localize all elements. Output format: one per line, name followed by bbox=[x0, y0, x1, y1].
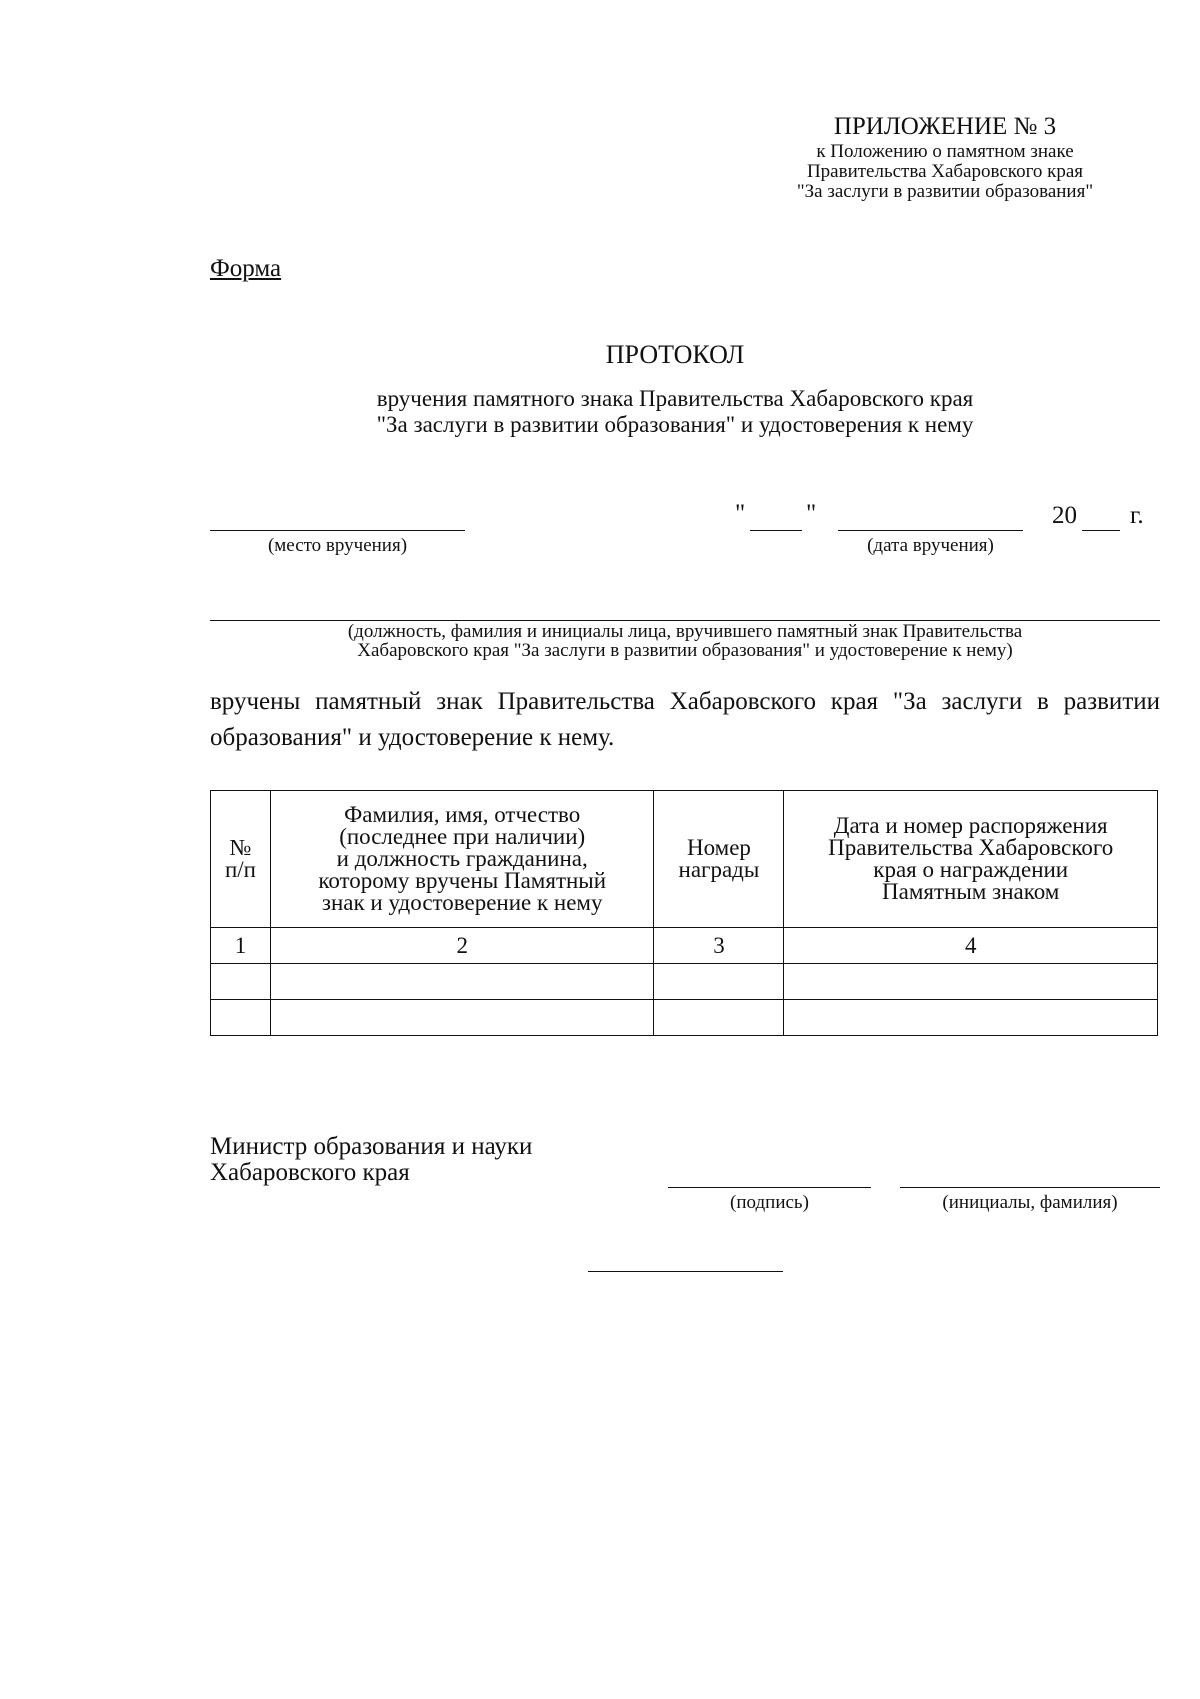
year-suffix: г. bbox=[1130, 502, 1144, 529]
awards-table bbox=[210, 790, 1158, 1036]
table-cell bbox=[784, 1000, 1158, 1036]
presenter-caption-line-2: Хабаровского края "За заслуги в развитии образования" и удостоверение к нему) bbox=[357, 640, 1013, 661]
appendix-header bbox=[740, 112, 1150, 202]
table-cell bbox=[211, 1000, 271, 1036]
place-blank-line bbox=[210, 530, 465, 531]
appendix-line-3: "За заслуги в развитии образования" bbox=[796, 181, 1094, 202]
year-prefix: 20 bbox=[1052, 502, 1077, 529]
signature-caption: (подпись) bbox=[730, 1192, 809, 1213]
column-number-1: 1 bbox=[211, 928, 271, 964]
header-cell-name: Фамилия, имя, отчество (последнее при наличии) и должность гражданина, которому вручены Памятный знак и удостоверение к нему bbox=[270, 791, 654, 928]
subtitle-line-2: "За заслуги в развитии образования" и удостоверения к нему bbox=[376, 412, 974, 437]
column-number-4: 4 bbox=[784, 928, 1158, 964]
awarded-paragraph: вручены памятный знак Правительства Хабаровского края "За заслуги в развитии образования" и удостоверение к нему. bbox=[210, 688, 1160, 751]
name-caption: (инициалы, фамилия) bbox=[942, 1192, 1118, 1213]
date-caption: (дата вручения) bbox=[867, 535, 994, 556]
year-blank-line bbox=[1082, 530, 1120, 531]
header-cell-award-number: Номер награды bbox=[654, 791, 784, 928]
table-cell bbox=[211, 964, 271, 1000]
signatory-line-2: Хабаровского края bbox=[210, 1159, 410, 1186]
name-blank-line bbox=[900, 1187, 1160, 1188]
table-number-row bbox=[211, 928, 1158, 964]
document-title: ПРОТОКОЛ bbox=[605, 340, 745, 369]
column-number-3: 3 bbox=[654, 928, 784, 964]
table-cell bbox=[654, 1000, 784, 1036]
presenter-caption-line-1: (должность, фамилия и инициалы лица, вручившего памятный знак Правительства bbox=[347, 621, 1023, 642]
header-cell-number: № п/п bbox=[211, 791, 271, 928]
table-cell bbox=[270, 964, 654, 1000]
day-blank-line bbox=[750, 530, 802, 531]
title-block bbox=[280, 340, 1070, 438]
signature-blank-line bbox=[668, 1187, 871, 1188]
table-cell bbox=[654, 964, 784, 1000]
place-caption: (место вручения) bbox=[267, 535, 408, 556]
column-number-2: 2 bbox=[270, 928, 654, 964]
day-quote-open: " bbox=[735, 500, 746, 527]
header-cell-order: Дата и номер распоряжения Правительства Хабаровского края о награждении Памятным знаком bbox=[784, 791, 1158, 928]
presenter-caption bbox=[210, 622, 1160, 660]
appendix-number: ПРИЛОЖЕНИЕ № 3 bbox=[833, 113, 1057, 140]
appendix-line-2: Правительства Хабаровского края bbox=[806, 161, 1084, 182]
subtitle-line-1: вручения памятного знака Правительства Хабаровского края bbox=[376, 386, 974, 411]
table-cell bbox=[784, 964, 1158, 1000]
table-cell bbox=[270, 1000, 654, 1036]
form-label: Форма bbox=[210, 255, 282, 282]
signatory-line-1: Министр образования и науки bbox=[210, 1133, 533, 1160]
appendix-line-1: к Положению о памятном знаке bbox=[816, 141, 1074, 162]
month-blank-line bbox=[838, 530, 1023, 531]
table-header-row bbox=[211, 791, 1158, 928]
table-row bbox=[211, 1000, 1158, 1036]
table-row bbox=[211, 964, 1158, 1000]
separator-line bbox=[588, 1271, 783, 1272]
day-quote-close: " bbox=[806, 500, 817, 527]
signatory-title bbox=[210, 1134, 532, 1186]
